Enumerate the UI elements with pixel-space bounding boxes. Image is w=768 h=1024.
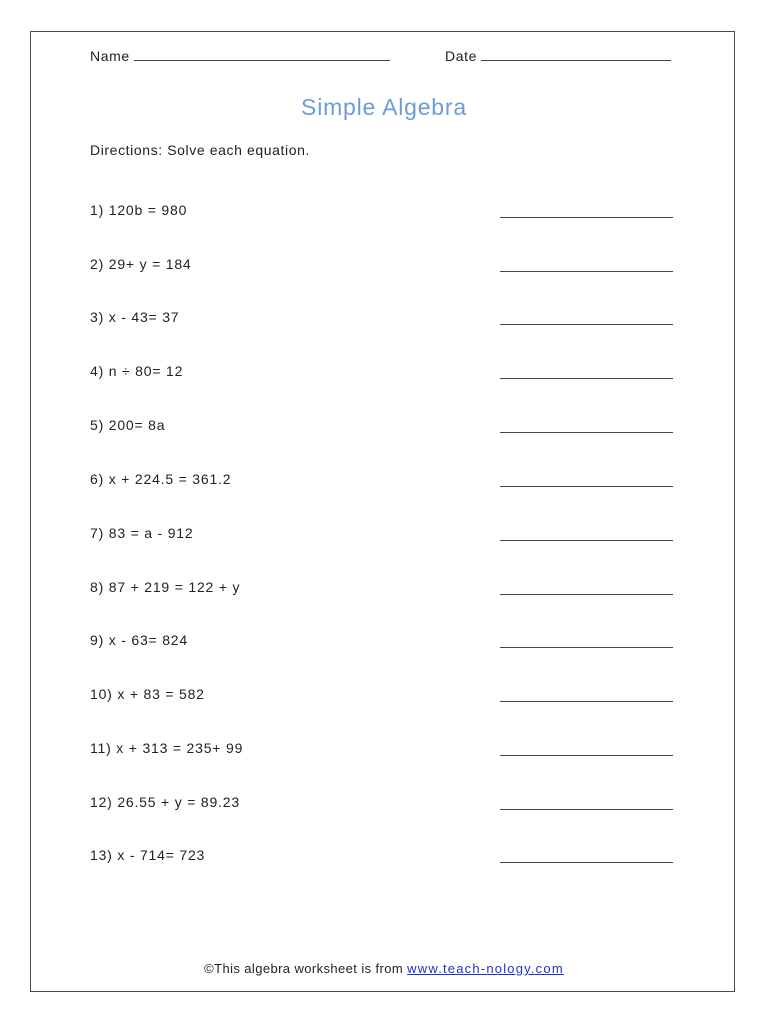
answer-blank[interactable] <box>500 324 673 325</box>
problem-item <box>90 632 674 652</box>
problem-text: 7) 83 = a - 912 <box>90 525 194 541</box>
problem-item <box>90 794 674 814</box>
problem-text: 5) 200= 8a <box>90 417 166 433</box>
footer-link[interactable]: www.teach-nology.com <box>407 961 564 976</box>
answer-blank[interactable] <box>500 271 673 272</box>
answer-blank[interactable] <box>500 432 673 433</box>
problem-item <box>90 525 674 545</box>
answer-blank[interactable] <box>500 862 673 863</box>
problem-text: 13) x - 714= 723 <box>90 847 206 863</box>
problem-text: 8) 87 + 219 = 122 + y <box>90 579 241 595</box>
footer-text: ©This algebra worksheet is from <box>204 961 408 976</box>
date-field-line <box>445 48 671 64</box>
problem-item <box>90 740 674 760</box>
problem-text: 10) x + 83 = 582 <box>90 686 205 702</box>
date-label: Date <box>445 48 477 64</box>
problem-text: 12) 26.55 + y = 89.23 <box>90 794 240 810</box>
problem-text: 4) n ÷ 80= 12 <box>90 363 184 379</box>
directions-text: Directions: Solve each equation. <box>90 142 310 158</box>
name-blank[interactable] <box>134 48 390 61</box>
problem-item <box>90 202 674 222</box>
answer-blank[interactable] <box>500 701 673 702</box>
answer-blank[interactable] <box>500 755 673 756</box>
date-blank[interactable] <box>481 48 671 61</box>
answer-blank[interactable] <box>500 809 673 810</box>
problem-text: 1) 120b = 980 <box>90 202 188 218</box>
problem-item <box>90 471 674 491</box>
answer-blank[interactable] <box>500 217 673 218</box>
problem-item <box>90 686 674 706</box>
answer-blank[interactable] <box>500 647 673 648</box>
footer-credit <box>0 961 768 976</box>
answer-blank[interactable] <box>500 378 673 379</box>
worksheet-title: Simple Algebra <box>301 94 467 120</box>
problem-item <box>90 847 674 867</box>
problem-text: 3) x - 43= 37 <box>90 309 180 325</box>
problem-item <box>90 256 674 276</box>
problem-text: 9) x - 63= 824 <box>90 632 188 648</box>
problem-text: 2) 29+ y = 184 <box>90 256 192 272</box>
answer-blank[interactable] <box>500 540 673 541</box>
name-field-line <box>90 48 390 64</box>
problem-item <box>90 417 674 437</box>
problem-text: 6) x + 224.5 = 361.2 <box>90 471 232 487</box>
answer-blank[interactable] <box>500 594 673 595</box>
problem-item <box>90 309 674 329</box>
name-label: Name <box>90 48 130 64</box>
answer-blank[interactable] <box>500 486 673 487</box>
problem-item <box>90 363 674 383</box>
problem-text: 11) x + 313 = 235+ 99 <box>90 740 244 756</box>
problem-item <box>90 579 674 599</box>
